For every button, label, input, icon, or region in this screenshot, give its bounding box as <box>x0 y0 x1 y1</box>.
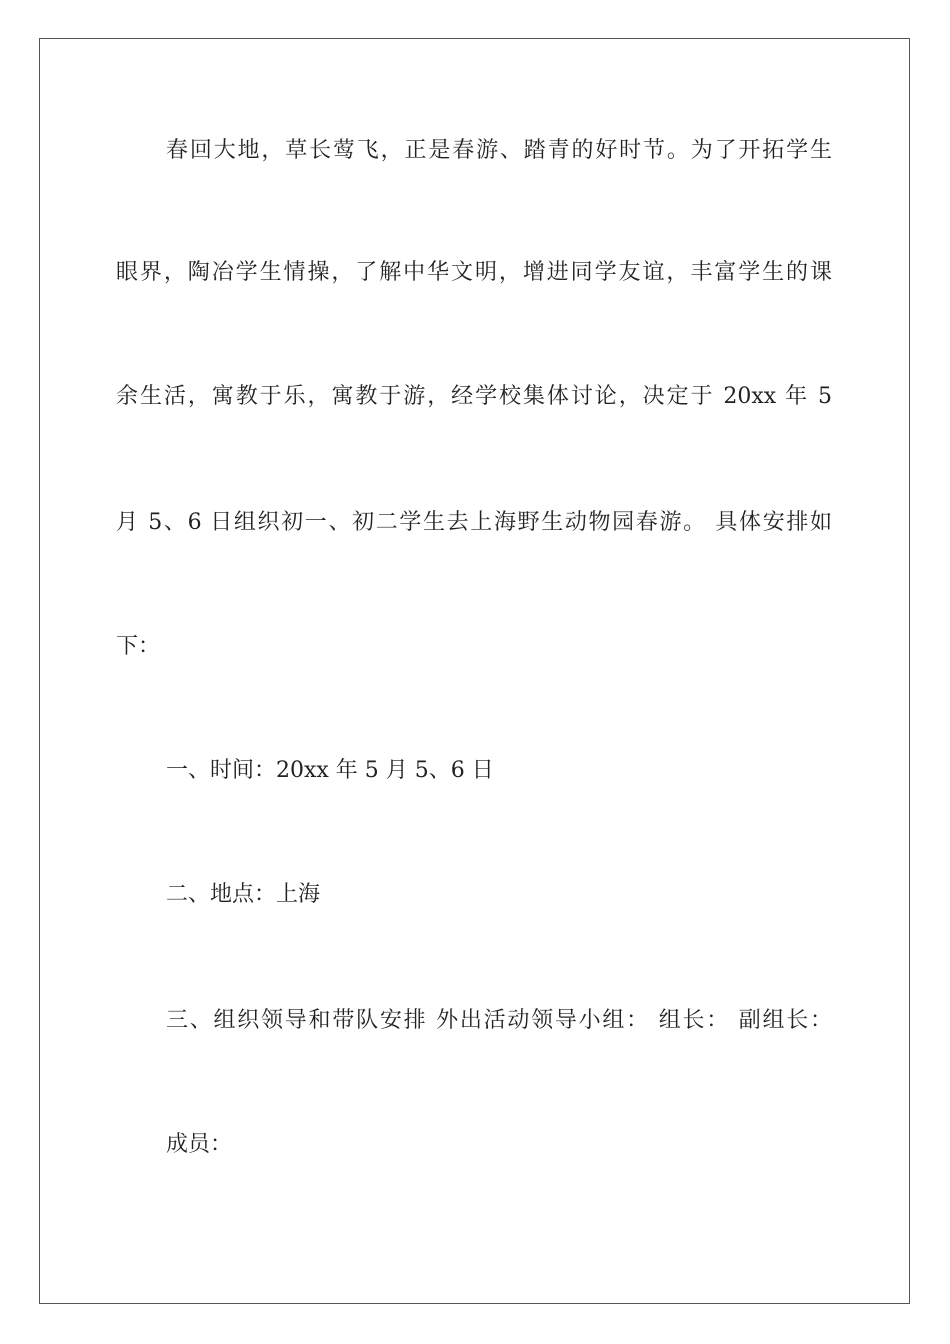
paragraph-line-3: 余生活，寓教于乐，寓教于游，经学校集体讨论，决定于 20xx 年 5 <box>116 384 832 409</box>
item-time: 一、时间：20xx 年 5 月 5、6 日 <box>166 758 494 783</box>
page-frame <box>39 38 910 1304</box>
item-organization: 三、组织领导和带队安排 外出活动领导小组： 组长： 副组长： <box>166 1008 832 1033</box>
paragraph-line-1: 春回大地，草长莺飞，正是春游、踏青的好时节。为了开拓学生 <box>166 138 832 163</box>
paragraph-line-4: 月 5、6 日组织初一、初二学生去上海野生动物园春游。 具体安排如 <box>116 510 832 535</box>
item-place: 二、地点：上海 <box>166 882 321 907</box>
paragraph-line-2: 眼界，陶冶学生情操，了解中华文明，增进同学友谊，丰富学生的课 <box>116 260 832 285</box>
item-members: 成员： <box>166 1132 233 1157</box>
paragraph-line-5: 下： <box>116 634 161 659</box>
